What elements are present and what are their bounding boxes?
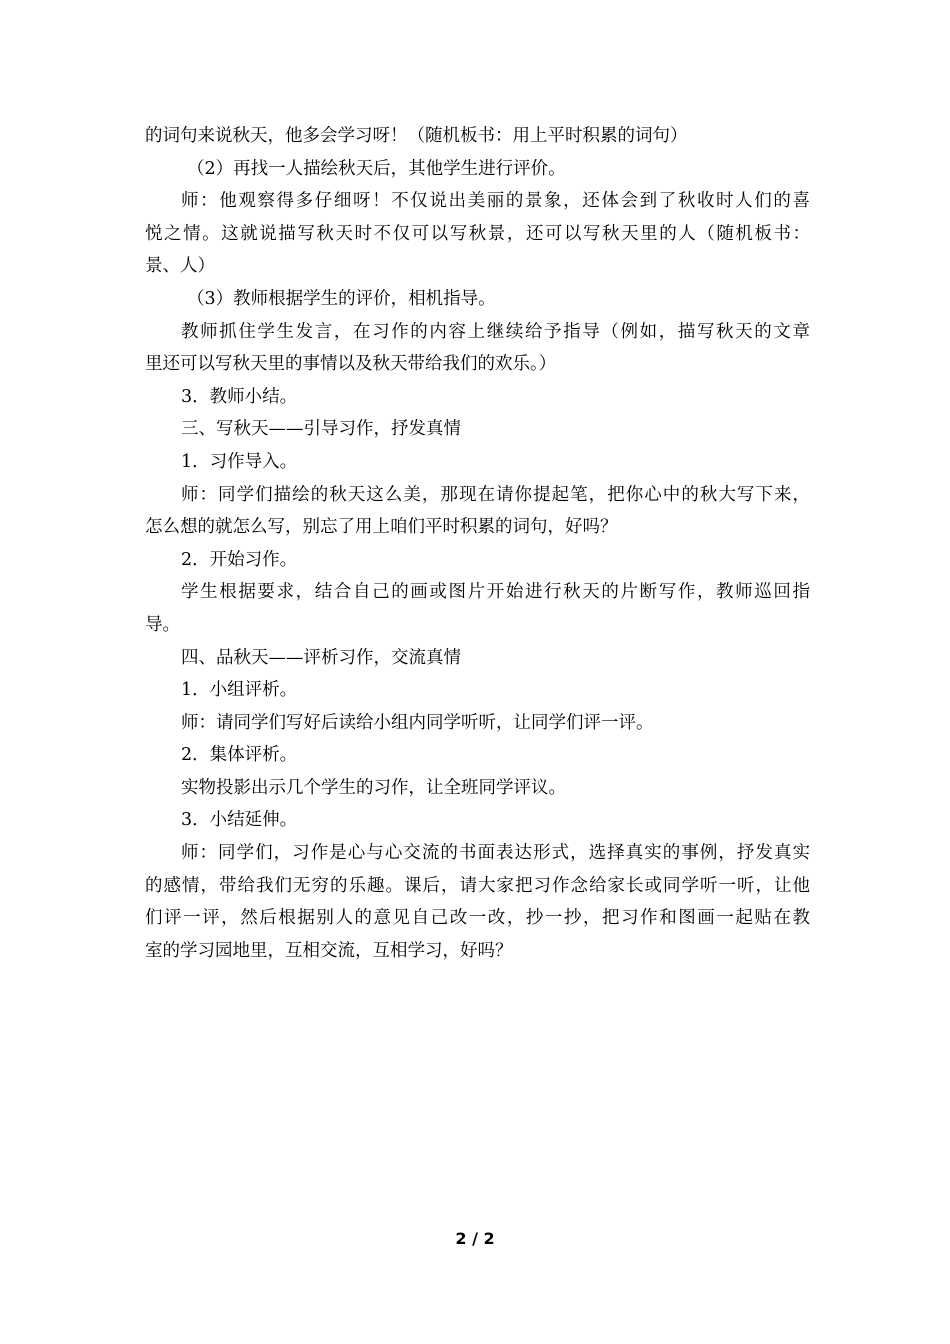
text-line: （2）再找一人描绘秋天后，其他学生进行评价。 bbox=[187, 158, 566, 179]
text-line: 悦之情。这就说描写秋天时不仅可以写秋景，还可以写秋天里的人（随机板书： bbox=[145, 223, 810, 244]
text-line: 3．教师小结。 bbox=[181, 386, 298, 407]
text-line: 的感情，带给我们无穷的乐趣。课后，请大家把习作念给家长或同学听一听，让他 bbox=[145, 875, 810, 896]
text-line: 1．小组评析。 bbox=[181, 680, 298, 701]
text-line: 怎么想的就怎么写，别忘了用上咱们平时积累的词句，好吗？ bbox=[145, 517, 618, 538]
text-line: 学生根据要求，结合自己的画或图片开始进行秋天的片断写作，教师巡回指 bbox=[181, 582, 810, 603]
text-line: 们评一评，然后根据别人的意见自己改一改，抄一抄，把习作和图画一起贴在教 bbox=[145, 908, 810, 929]
text-line: 2．集体评析。 bbox=[181, 745, 298, 766]
text-line: 教师抓住学生发言，在习作的内容上继续给予指导（例如，描写秋天的文章 bbox=[181, 321, 810, 342]
text-line: 1．习作导入。 bbox=[181, 451, 298, 472]
section-heading: 四、品秋天——评析习作，交流真情 bbox=[181, 647, 461, 668]
text-line: 3．小结延伸。 bbox=[181, 810, 298, 831]
text-line: 2．开始习作。 bbox=[181, 549, 298, 570]
text-line: 里还可以写秋天里的事情以及秋天带给我们的欢乐。） bbox=[145, 354, 557, 375]
text-line: 师：同学们描绘的秋天这么美，那现在请你提起笔，把你心中的秋大写下来， bbox=[181, 484, 810, 505]
text-line: 师：他观察得多仔细呀！不仅说出美丽的景象，还体会到了秋收时人们的喜 bbox=[181, 191, 810, 212]
text-line: 导。 bbox=[145, 614, 180, 635]
text-line: 师：同学们，习作是心与心交流的书面表达形式，选择真实的事例，抒发真实 bbox=[181, 843, 810, 864]
text-line: 景、人） bbox=[145, 256, 215, 277]
text-line: （3）教师根据学生的评价，相机指导。 bbox=[187, 288, 496, 309]
page-number: 2 / 2 bbox=[455, 1229, 495, 1248]
text-line: 的词句来说秋天，他多会学习呀！（随机板书：用上平时积累的词句） bbox=[145, 126, 688, 146]
text-line: 室的学习园地里，互相交流，互相学习，好吗？ bbox=[145, 940, 513, 961]
text-line: 实物投影出示几个学生的习作，让全班同学评议。 bbox=[181, 777, 566, 798]
document-body bbox=[145, 120, 810, 967]
section-heading: 三、写秋天——引导习作，抒发真情 bbox=[181, 419, 461, 440]
text-line: 师：请同学们写好后读给小组内同学听听，让同学们评一评。 bbox=[181, 712, 654, 733]
